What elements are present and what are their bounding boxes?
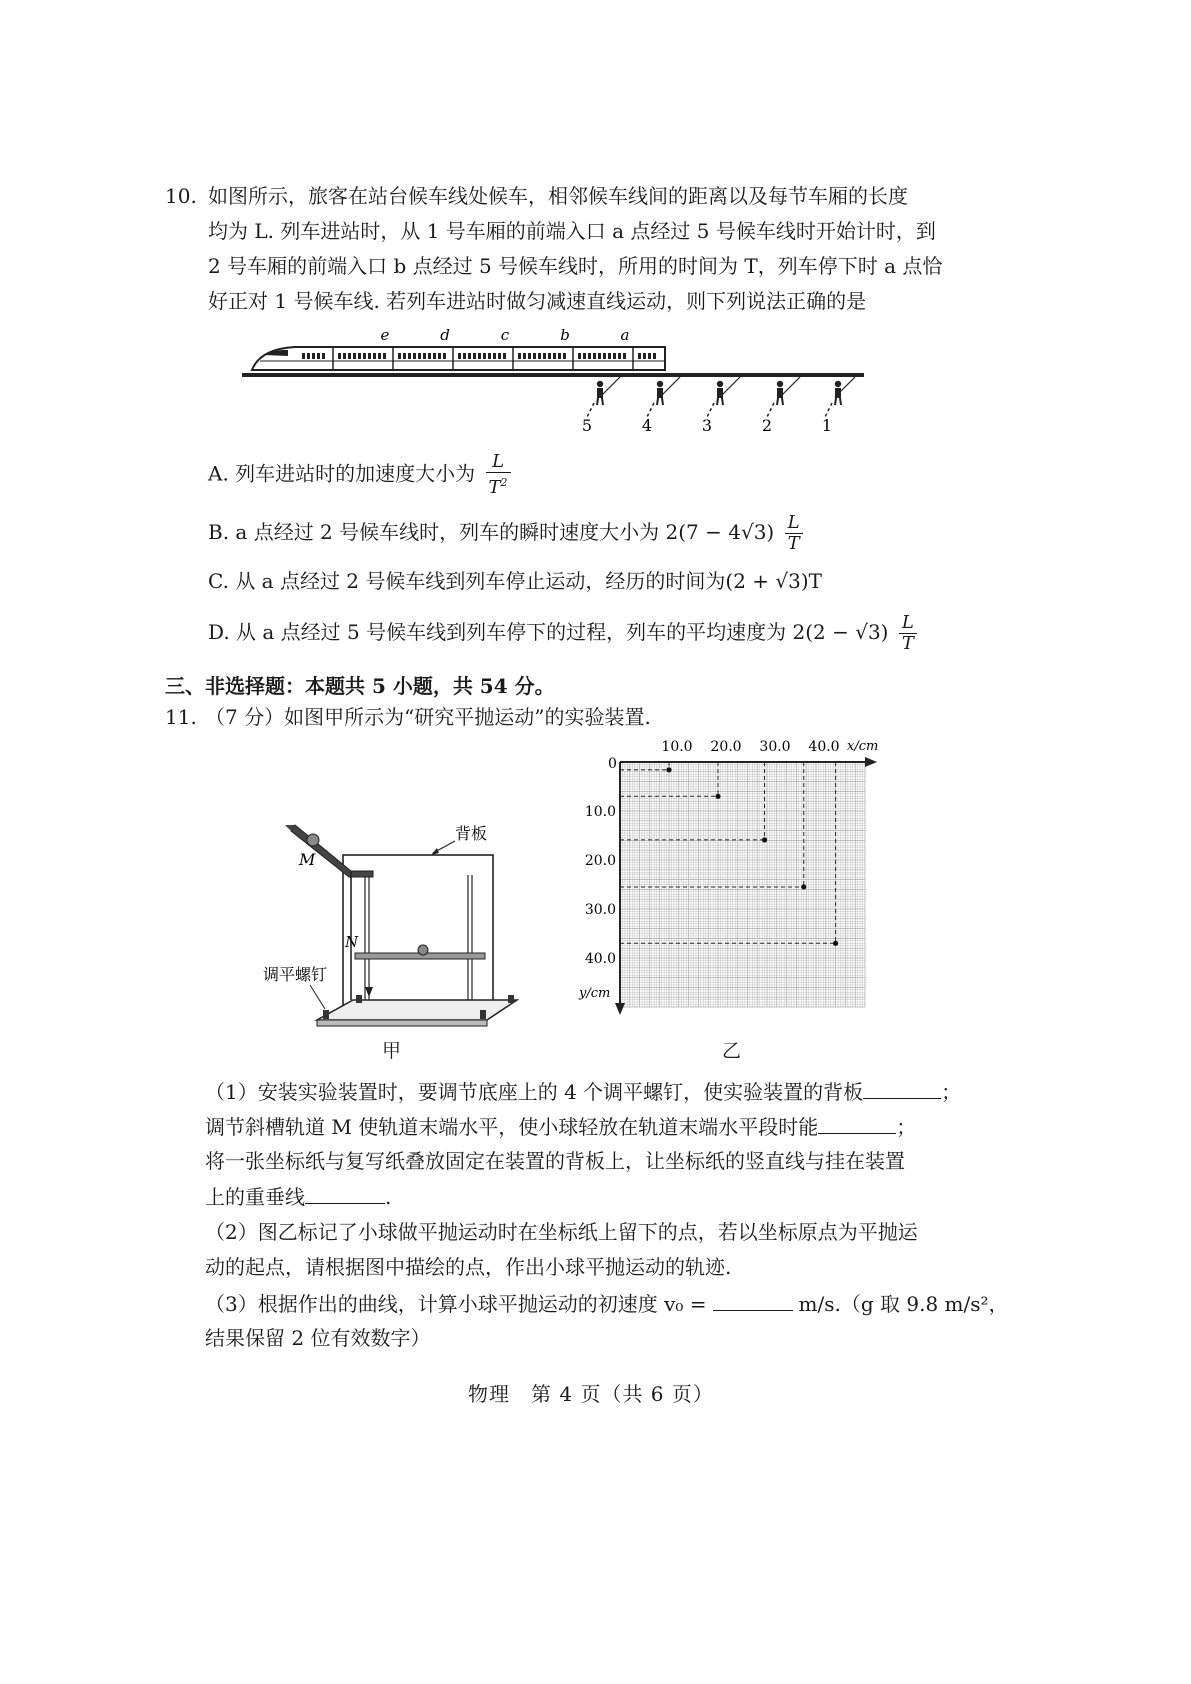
train-window [578, 353, 581, 359]
option-b-den: T [787, 533, 800, 554]
data-point [666, 767, 671, 772]
train-window [558, 353, 561, 359]
q11-part3-a-text: （3）根据作出的曲线，计算小球平抛运动的初速度 v₀ = [205, 1292, 707, 1316]
label-N: N [345, 933, 359, 951]
train-window [368, 353, 371, 359]
x-tick-label: 20.0 [710, 739, 742, 755]
option-a-num: L [486, 452, 511, 473]
train-window [418, 353, 421, 359]
train-window [423, 353, 426, 359]
train-window [428, 353, 431, 359]
train-window [543, 353, 546, 359]
q10-line-2: 均为 L. 列车进站时，从 1 号车厢的前端入口 a 点经过 5 号候车线时开始计时，到 [208, 219, 936, 243]
option-a-letter: A. [208, 461, 229, 486]
train-window [408, 353, 411, 359]
data-point [833, 941, 838, 946]
y-tick-label: 10.0 [584, 804, 616, 820]
train-window [553, 353, 556, 359]
train-window [518, 353, 521, 359]
train-window [488, 353, 491, 359]
train-window [322, 353, 325, 359]
option-d-text: 从 a 点经过 5 号候车线到列车停下的过程，列车的平均速度为 2(2 − √3) [236, 620, 889, 644]
train-window [413, 353, 416, 359]
page-footer: 物理 第 4 页（共 6 页） [468, 1382, 714, 1406]
q11-part1-c: 将一张坐标纸与复写纸叠放固定在装置的背板上，让坐标纸的竖直线与挂在装置 [205, 1149, 905, 1173]
q10-line-1: 如图所示，旅客在站台候车线处候车，相邻候车线间的距离以及每节车厢的长度 [208, 184, 908, 208]
waiting-line-dash [647, 403, 654, 417]
origin-label: 0 [608, 756, 617, 772]
option-b-text: a 点经过 2 号候车线时，列车的瞬时速度大小为 2(7 − 4√3) [235, 520, 775, 544]
train-window [528, 353, 531, 359]
q11-number: 11. [165, 705, 197, 729]
x-axis-label: x/cm [847, 739, 879, 754]
q11-part3-b: 结果保留 2 位有效数字） [205, 1326, 431, 1350]
passenger-icon [597, 381, 603, 405]
platform [242, 373, 864, 377]
option-a-den-sup: 2 [500, 476, 508, 489]
option-d-fraction [899, 613, 917, 654]
train-window [338, 353, 341, 359]
passenger-icon [657, 381, 663, 405]
train-window [638, 353, 641, 359]
q11-part3-a [205, 1290, 1009, 1317]
car-label-b: b [560, 326, 570, 344]
waiting-line-1: 1 [821, 416, 833, 435]
waiting-line-3: 3 [701, 416, 713, 435]
train-window [538, 353, 541, 359]
train-window [403, 353, 406, 359]
train-window [378, 353, 381, 359]
q11-part1-b-text: 调节斜槽轨道 M 使轨道末端水平，使小球轻放在轨道末端水平段时能 [205, 1115, 819, 1139]
option-d-num: L [899, 613, 917, 634]
answer-blank-1[interactable] [863, 1078, 941, 1099]
passenger-icon [717, 381, 723, 405]
train-window [493, 353, 496, 359]
train-window [463, 353, 466, 359]
option-b-num: L [785, 513, 803, 534]
train-platform-figure [240, 325, 880, 440]
train-window [498, 353, 501, 359]
train-window [603, 353, 606, 359]
q11-part1-b: 调节斜槽轨道 M 使轨道末端水平，使小球轻放在轨道末端水平段时能 ； [205, 1115, 917, 1139]
caption-yi: 乙 [722, 1040, 742, 1062]
train-window [473, 353, 476, 359]
label-M: M [299, 850, 316, 869]
q11-part1-a-text: （1）安装实验装置时，要调节底座上的 4 个调平螺钉，使实验装置的背板 [205, 1080, 864, 1104]
train-window [443, 353, 446, 359]
option-d-den: T [901, 633, 914, 654]
train-window [317, 353, 320, 359]
train-window [438, 353, 441, 359]
train-window [458, 353, 461, 359]
train-window [312, 353, 315, 359]
train-window [618, 353, 621, 359]
option-b-fraction [785, 513, 803, 554]
train-window [548, 353, 551, 359]
waiting-line-dash [707, 403, 714, 417]
train-window [563, 353, 566, 359]
base-plate [317, 1000, 517, 1020]
option-d-letter: D. [208, 620, 230, 644]
data-point [762, 837, 767, 842]
waiting-line-4: 4 [641, 416, 653, 435]
option-a-text: 列车进站时的加速度大小为 [235, 461, 476, 486]
answer-blank-2[interactable] [818, 1113, 896, 1134]
y-axis-arrow [615, 1003, 625, 1015]
label-screw: 调平螺钉 [263, 965, 328, 984]
x-tick-label: 40.0 [808, 739, 840, 755]
train-window [373, 353, 376, 359]
q11-part1-d: 上的重垂线 . [205, 1185, 392, 1209]
train-window [483, 353, 486, 359]
waiting-line-2: 2 [761, 416, 773, 435]
train-window [478, 353, 481, 359]
data-point [715, 794, 720, 799]
q11-part2-b: 动的起点，请根据图中描绘的点，作出小球平抛运动的轨迹. [205, 1255, 732, 1279]
train-window [588, 353, 591, 359]
q11-part1-a: （1）安装实验装置时，要调节底座上的 4 个调平螺钉，使实验装置的背板 ； [205, 1080, 962, 1104]
train-window [398, 353, 401, 359]
train-window [503, 353, 506, 359]
y-axis-label: y/cm [579, 986, 611, 1001]
train-window [433, 353, 436, 359]
section-3-heading: 三、非选择题：本题共 5 小题，共 54 分。 [165, 674, 555, 698]
train-window [593, 353, 596, 359]
train-window [533, 353, 536, 359]
option-c-text: 从 a 点经过 2 号候车线到列车停止运动，经历的时间为(2 + √3)T [235, 569, 823, 593]
label-backboard: 背板 [455, 824, 488, 843]
option-a[interactable] [208, 452, 511, 498]
train-window [358, 353, 361, 359]
ball-on-chute [307, 834, 319, 846]
train-window [523, 353, 526, 359]
car-label-d: d [440, 326, 450, 344]
q11-part1-d-text: 上的重垂线 [205, 1185, 305, 1209]
option-a-fraction [486, 452, 511, 498]
train-window [307, 353, 310, 359]
train-window [653, 353, 656, 359]
train-window [608, 353, 611, 359]
x-axis-arrow [865, 757, 877, 767]
q11-intro: （7 分）如图甲所示为“研究平抛运动”的实验装置. [205, 705, 651, 729]
data-point [801, 884, 806, 889]
answer-blank-3[interactable] [305, 1183, 385, 1204]
train-window [383, 353, 386, 359]
option-a-den: T [488, 477, 501, 498]
car-label-e: e [380, 326, 390, 344]
y-tick-label: 30.0 [584, 902, 616, 918]
car-label-a: a [620, 326, 630, 344]
option-b-letter: B. [208, 520, 230, 544]
car-label-c: c [500, 326, 510, 344]
waiting-line-dash [825, 403, 832, 417]
caption-jia: 甲 [382, 1040, 402, 1062]
option-d[interactable] [208, 613, 917, 654]
train-window [623, 353, 626, 359]
x-tick-label: 10.0 [661, 739, 693, 755]
passenger-icon [835, 381, 841, 405]
train-window [648, 353, 651, 359]
train-window [643, 353, 646, 359]
train-window [468, 353, 471, 359]
waiting-line-5: 5 [581, 416, 593, 435]
waiting-line-dash [587, 403, 594, 417]
train-window [598, 353, 601, 359]
x-tick-label: 30.0 [759, 739, 791, 755]
option-b[interactable] [208, 513, 803, 554]
train-window [583, 353, 586, 359]
y-tick-label: 40.0 [584, 951, 616, 967]
y-tick-label: 20.0 [584, 853, 616, 869]
q11-part3-unit: m/s.（g 取 9.8 m/s²， [798, 1292, 1009, 1316]
trajectory-grid-chart [575, 735, 895, 1025]
apparatus-figure [255, 815, 540, 1035]
train-window [343, 353, 346, 359]
option-c-letter: C. [208, 569, 229, 593]
train-window [348, 353, 351, 359]
passenger-icon [777, 381, 783, 405]
train-window [302, 353, 305, 359]
q11-part2-a: （2）图乙标记了小球做平抛运动时在坐标纸上留下的点，若以坐标原点为平抛运 [205, 1220, 918, 1244]
train-window [353, 353, 356, 359]
ball-on-bar [418, 945, 428, 955]
answer-blank-v0[interactable] [713, 1290, 793, 1311]
q10-number: 10. [165, 184, 197, 208]
train-window [613, 353, 616, 359]
q10-line-4: 好正对 1 号候车线. 若列车进站时做匀减速直线运动，则下列说法正确的是 [208, 289, 867, 313]
waiting-line-dash [767, 403, 774, 417]
train-window [363, 353, 366, 359]
option-c[interactable] [208, 568, 822, 594]
q10-line-3: 2 号车厢的前端入口 b 点经过 5 号候车线时，所用的时间为 T，列车停下时 a 点恰 [208, 254, 943, 278]
